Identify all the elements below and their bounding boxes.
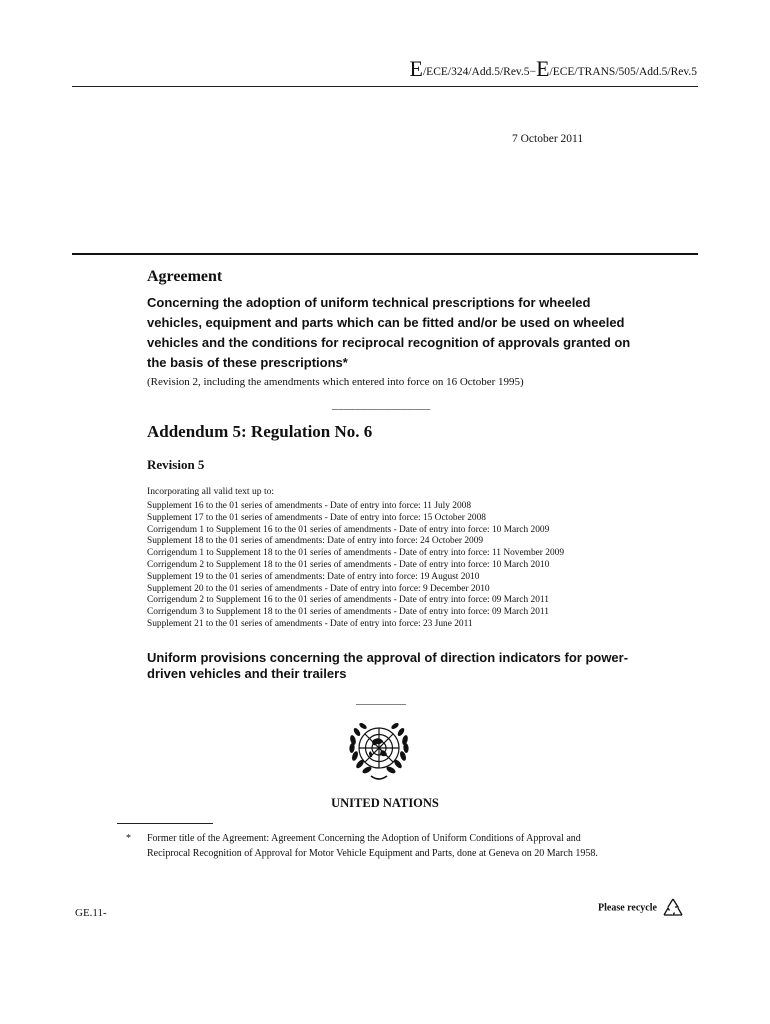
addendum-title: Addendum 5: Regulation No. 6 [147,422,373,441]
agreement-footnote-mark: * [342,355,348,370]
revision-note: (Revision 2, including the amendments which entered into force on 16 October 1995) [147,376,524,388]
recycle-notice [598,897,685,919]
footnote-text: Former title of the Agreement: Agreement Concerning the Adoption of Uniform Conditions of Approval and Reciprocal Recognition of Approval for Motor Vehicle Equipment and Parts, done at Geneva on 20 March 1958. [147,833,598,859]
separator-line-short: __________ [356,695,406,706]
symbol-rest-2: /ECE/TRANS/505/Add.5/Rev.5 [549,66,697,78]
list-item: Supplement 18 to the 01 series of amendments: Date of entry into force: 24 October 2009 [147,536,484,547]
symbol-separator: − [529,66,537,78]
footnote [126,832,606,861]
list-item: Corrigendum 2 to Supplement 18 to the 01 series of amendments - Date of entry into force: 10 March 2010 [147,559,550,570]
agreement-subtitle [147,293,632,373]
symbol-initial-1: E [409,56,423,81]
footnote-mark: * [126,833,131,844]
symbol-initial-2: E [536,56,550,81]
title-rule [72,253,698,255]
list-item: Corrigendum 1 to Supplement 16 to the 01 series of amendments - Date of entry into force: 10 March 2009 [147,524,550,535]
supplements-list [147,501,627,631]
document-date: 7 October 2011 [512,133,584,145]
separator-line: _________________ [332,399,431,411]
regulation-title: Uniform provisions concerning the approval of direction indicators for power-driven vehicles and their trailers [147,650,629,681]
list-item: Corrigendum 1 to Supplement 18 to the 01 series of amendments - Date of entry into force: 11 November 2009 [147,548,565,559]
agreement-title: Agreement [147,268,223,285]
list-item: Supplement 20 to the 01 series of amendments - Date of entry into force: 9 December 2010 [147,583,490,594]
list-item: Corrigendum 3 to Supplement 18 to the 01 series of amendments - Date of entry into force: 09 March 2011 [147,607,549,618]
job-number: GE.11- [75,907,107,919]
list-item: Supplement 16 to the 01 series of amendments - Date of entry into force: 11 July 2008 [147,501,472,511]
header-rule [72,86,698,87]
incorporating-label: Incorporating all valid text up to: [147,486,275,497]
list-item: Supplement 17 to the 01 series of amendments - Date of entry into force: 15 October 2008 [147,512,486,523]
revision-label: Revision 5 [147,457,205,472]
symbol-rest-1: /ECE/324/Add.5/Rev.5 [422,66,530,78]
list-item: Supplement 19 to the 01 series of amendments: Date of entry into force: 19 August 2010 [147,571,480,582]
footnote-rule [117,823,213,824]
agreement-subtitle-text: Concerning the adoption of uniform technical prescriptions for wheeled vehicles, equipment and parts which can be fitted and/or be used on wheeled vehicles and the conditions for reciprocal recognition of approvals granted on the basis of these prescriptions [147,295,631,370]
list-item: Supplement 21 to the 01 series of amendments - Date of entry into force: 23 June 2011 [147,618,473,629]
recycle-icon [661,897,685,919]
recycle-label: Please recycle [598,902,657,914]
document-symbol [410,58,697,80]
un-emblem-icon [343,716,415,786]
list-item: Corrigendum 2 to Supplement 16 to the 01 series of amendments - Date of entry into force: 09 March 2011 [147,595,549,606]
organization-name: UNITED NATIONS [331,796,439,810]
